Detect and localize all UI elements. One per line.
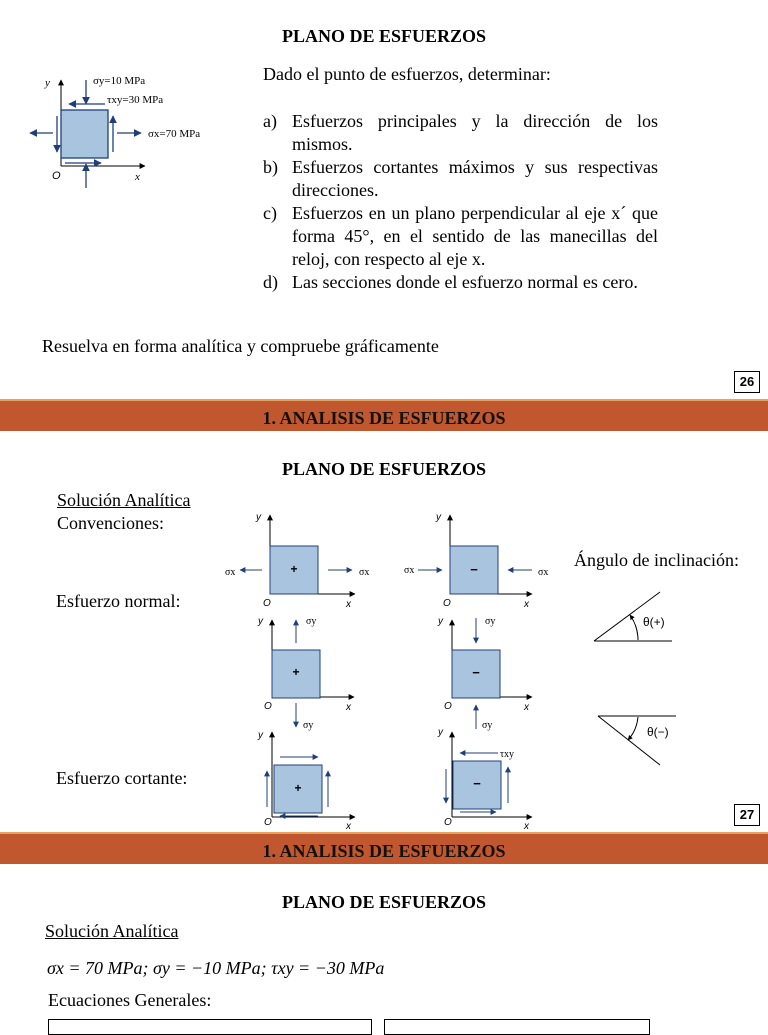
origin-label: O	[443, 598, 451, 609]
origin-label: O	[264, 817, 272, 828]
question-item: b) Esfuerzos cortantes máximos y sus respectivas direcciones.	[263, 157, 658, 200]
origin-label: O	[444, 701, 452, 712]
sigma-x-label: σx	[538, 567, 549, 578]
axis-y-label: y	[45, 77, 50, 89]
page-number: 26	[734, 371, 760, 393]
intro-text: Dado el punto de esfuerzos, determinar:	[263, 64, 551, 84]
axis-x-label: x	[346, 821, 351, 830]
angle-positive-label: θ(+)	[643, 615, 665, 629]
plus-sign: +	[290, 562, 298, 576]
sigma-y-label: σy	[303, 720, 314, 731]
tau-xy-label: τxy=30 MPa	[107, 94, 164, 106]
conventions-figure	[220, 505, 560, 830]
plus-sign: +	[294, 781, 302, 795]
solution-heading: Solución Analítica	[57, 490, 191, 510]
question-item: d) Las secciones donde el esfuerzo normal es cero.	[263, 272, 638, 292]
stress-element-figure	[25, 70, 235, 195]
section-title: 1. ANALISIS DE ESFUERZOS	[262, 408, 506, 428]
sigma-x-label: σx	[404, 565, 415, 576]
question-item: c) Esfuerzos en un plano perpendicular al eje x´ que forma 45°, en el sentido de las manecillas del reloj, con respecto al eje x.	[263, 203, 658, 269]
given-values: σx = 70 MPa; σy = −10 MPa; τxy = −30 MPa	[47, 958, 385, 978]
normal-stress-label: Esfuerzo normal:	[56, 591, 181, 611]
axis-x-label: x	[135, 171, 140, 183]
axis-y-label: y	[258, 730, 263, 741]
section-title: 1. ANALISIS DE ESFUERZOS	[262, 841, 506, 861]
minus-sign: −	[470, 562, 478, 577]
sigma-y-label: σy	[485, 616, 496, 627]
angle-figure	[590, 590, 690, 770]
angle-negative-label: θ(−)	[647, 725, 669, 739]
origin-label: O	[444, 817, 452, 828]
sigma-y-label: σy	[306, 616, 317, 627]
axis-x-label: x	[346, 702, 351, 713]
origin-label: O	[52, 170, 61, 182]
origin-label: O	[263, 598, 271, 609]
axis-x-label: x	[524, 702, 529, 713]
axis-y-label: y	[258, 616, 263, 627]
axis-x-label: x	[524, 599, 529, 610]
sigma-x-label: σx	[359, 567, 370, 578]
solution-heading: Solución Analítica	[45, 921, 179, 941]
minus-sign: −	[473, 776, 481, 791]
tau-xy-label: τxy	[500, 749, 515, 760]
axis-x-label: x	[524, 821, 529, 830]
sigma-y-label: σy	[482, 720, 493, 731]
angle-label: Ángulo de inclinación:	[574, 550, 739, 570]
equations-label: Ecuaciones Generales:	[48, 990, 212, 1010]
slide28-title: PLANO DE ESFUERZOS	[281, 892, 487, 912]
equation-box	[384, 1019, 650, 1035]
axis-y-label: y	[438, 727, 443, 738]
axis-y-label: y	[438, 616, 443, 627]
slide26-title: PLANO DE ESFUERZOS	[281, 26, 487, 46]
page-number: 27	[734, 804, 760, 826]
question-list	[263, 110, 658, 294]
question-item: a) Esfuerzos principales y la dirección de los mismos.	[263, 111, 658, 154]
slide27-title: PLANO DE ESFUERZOS	[281, 459, 487, 479]
sigma-y-label: σy=10 MPa	[93, 75, 146, 87]
sigma-x-label: σx=70 MPa	[148, 128, 201, 140]
shear-stress-label: Esfuerzo cortante:	[56, 768, 188, 788]
sigma-x-label: σx	[225, 567, 236, 578]
conventions-label: Convenciones:	[57, 513, 164, 533]
axis-x-label: x	[346, 599, 351, 610]
axis-y-label: y	[256, 512, 261, 523]
equation-box	[48, 1019, 372, 1035]
closing-text: Resuelva en forma analítica y compruebe gráficamente	[42, 336, 439, 356]
axis-y-label: y	[436, 512, 441, 523]
minus-sign: −	[472, 665, 480, 680]
plus-sign: +	[292, 665, 300, 679]
origin-label: O	[264, 701, 272, 712]
